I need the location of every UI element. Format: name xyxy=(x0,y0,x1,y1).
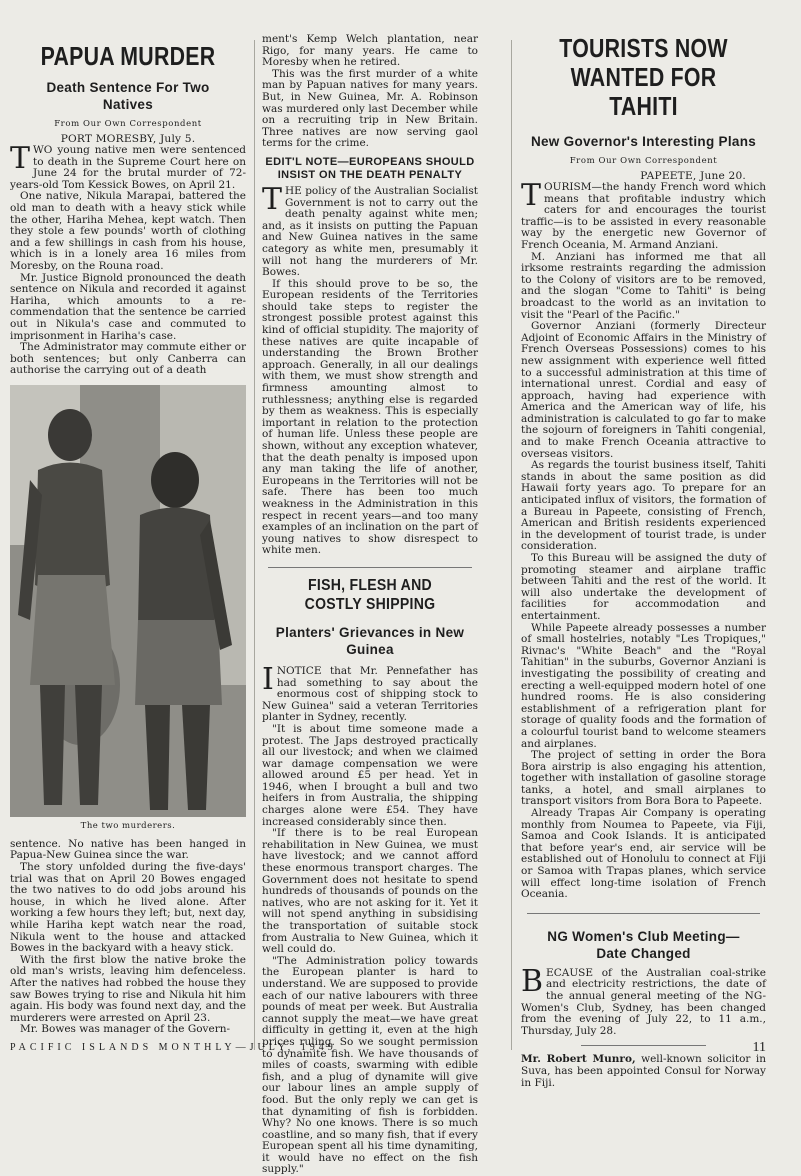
article-paragraph: The Administrator may commute either or both sentences; but only Canberra can authorise the carrying out of a death xyxy=(10,341,246,377)
article-paragraph: One native, Nikula Marapai, battered the old man to death with a heavy stick while the other, Hariha Mehea, kept watch. Then they stole a few pounds' worth of clothing and a few shillings in cash from his house, which is in a lonely area 16 miles from Moresby, on the Rouna road. xyxy=(10,190,246,272)
byline: From Our Own Correspondent xyxy=(54,119,202,129)
editorial-paragraph: If this should prove to be so, the European residents of the Territories should take steps to register the strongest possible protest against this kind of official stupidity. The majority of these natives are quite incapable of understanding the Brown Brother approach. Generally, in all our dealings with them, we must show strength and firmness amounting almost to ruthlessness; anything else is regarded by them as weakness. This is especially important in relation to the protection of human life. Unless these people are shown, without any exception whatever, that the death penalty is imposed upon any man taking the life of another, Europeans in the Territories will not be safe. There has been too much weakness in the Administration in this respect in recent years—and too many examples of an inclination on the part of young natives to show disrespect to white men. xyxy=(262,277,478,557)
subhead-death-sentence: Death Sentence For Two Natives xyxy=(46,80,210,112)
editorial-note-heading: EDIT'L NOTE—EUROPEANS SHOULD INSIST ON THE DEATH PENALTY xyxy=(265,155,475,181)
drop-cap: T xyxy=(262,181,283,217)
article-paragraph: Mr. Bowes was manager of the Govern- xyxy=(20,1023,231,1036)
article-paragraph: M. Anziani has informed me that all irksome restraints regarding the admission to the Colony of visitors are to be removed, and the slogan "Come to Tahiti" is being broadcast to the world as an invitation to visit the "Pearl of the Pacific." xyxy=(521,250,766,321)
article-paragraph: As regards the tourist business itself, Tahiti stands in about the same position as did Hawaii forty years ago. To prepare for an anticipated influx of visitors, the formation of a Bureau in Papeete, consisting of French, American and British residents experienced in the development of tourist trade, is under consideration. xyxy=(521,459,766,553)
footer-publication: PACIFIC ISLANDS MONTHLY—JULY, 1949 xyxy=(10,1042,337,1053)
article-paragraph: Mr. Justice Bignold pronounced the death sentence on Nikula and recorded it against Hariha, which amounts to a re-commendation that the sentence be carried out in Nikula's case and commuted to imprisonment in Hariha's case. xyxy=(10,271,246,342)
article-paragraph: "If there is to be real European rehabilitation in New Guinea, we must have livestock; and we cannot afford these enormous transport charges. The Government does not hesitate to spend hundreds of thousands of pounds on the natives, who are not asking for it. Yet it will not spend anything in subsidising the transportation of suitable stock from Australia to New Guinea, which it well could do. xyxy=(262,827,478,956)
column-rule xyxy=(511,40,512,1050)
article-paragraph: "The Administration policy towards the European planter is hard to understand. We are supposed to provide each of our native labourers with three pounds of meat per week. But Australia cannot supply the meat—we have great difficulty in getting it, even at the high prices ruling. So we sought permission to dynamite fish. We have thousands of miles of coasts, swarming with edible fish, and a plug of dynamite will give our labour lines an ample supply of food. But the only reply we can get is that dynamiting of fish is forbidden. Why? No one knows. There is so much coastline, and so many fish, that if every European spent all his time dynamiting, it would have no effect on the fish supply." xyxy=(262,954,478,1176)
drop-cap: I xyxy=(262,661,274,697)
photo-figures xyxy=(10,385,246,817)
section-divider xyxy=(527,913,760,914)
drop-cap: T xyxy=(10,141,31,176)
article-paragraph: This was the first murder of a white man by Papuan natives for many years. But, in New Guinea, Mr. A. Robinson was murdered only last December while on a recruiting trip in New Britain. Three natives are now serving gaol terms for the crime. xyxy=(262,67,478,150)
headline-tourists-tahiti: TOURISTS NOW WANTED FOR TAHITI xyxy=(559,33,728,121)
dateline: PORT MORESBY, July 5. xyxy=(60,133,196,145)
person-name: Mr. Robert Munro, xyxy=(521,1053,636,1066)
article-paragraph: BECAUSE of the Australian coal-strike and electricity restrictions, the date of the annual general meeting of the NG-Women's Club, Sydney, has been changed from the evening of July 22, to 11 a.m., Thursday, July 28. xyxy=(521,963,766,1037)
article-paragraph: "It is about time someone made a protest. The Japs destroyed practically all our livestock; and when we claimed war damage compensation we were allowed around £5 per head. Yet in 1946, when I brought a bull and two heifers in from Australia, the shipping charges alone were £54. They have increased considerably since then. xyxy=(262,722,478,828)
article-paragraph: TOURISM—the handy French word which means that profitable industry which caters for and encourages the tourist traffic—is to be assisted in every reasonable way by the energetic new Governor of French Oceania, M. Armand Anziani. xyxy=(521,178,766,251)
byline: From Our Own Correspondent xyxy=(569,156,718,166)
subhead-new-governor: New Governor's Interesting Plans xyxy=(530,134,757,149)
article-paragraph: Already Trapas Air Company is operating monthly from Noumea to Papeete, via Fiji, Samoa and Cook Islands. It is anticipated that before year's end, air service will be established out of Honolulu to connect at Fiji or Samoa with Trapas planes, which service will effect long-time isolation of French Oceania. xyxy=(521,807,766,901)
dateline: PAPEETE, June 20. xyxy=(640,170,746,182)
article-paragraph: INOTICE that Mr. Pennefather has had something to say about the enormous cost of shipping stock to New Guinea" said a veteran Territories planter in Sydney, recently. xyxy=(262,661,478,724)
article-paragraph: Governor Anziani (formerly Directeur Adjoint of Economic Affairs in the Ministry of French Overseas Possessions) comes to his new assignment with experience well fitted to a successful administration at this time of international unrest. Cordial and easy of approach, having had experience with America and the American way of life, his administration is calculated to go far to make the sojourn of foreigners in Tahiti congenial, and to make French Oceania attractive to overseas visitors. xyxy=(521,320,766,460)
headline-ng-womens-club: NG Women's Club Meeting— Date Changed xyxy=(547,928,740,961)
photo-two-murderers xyxy=(10,385,246,817)
headline-fish-flesh: FISH, FLESH AND COSTLY SHIPPING xyxy=(304,576,436,613)
article-paragraph: The story unfolded during the five-days' trial was that on April 20 Bowes engaged the two natives to do odd jobs around his house, in which he lived alone. After working a few hours they left; but, next day, while Hariha kept watch near the road, Nikula went to the house and attacked Bowes in the backyard with a heavy stick. xyxy=(10,861,246,955)
page-footer xyxy=(10,1042,766,1062)
column-papua-murder xyxy=(10,34,246,1036)
subhead-planters-grievances: Planters' Grievances in New Guinea xyxy=(275,624,465,657)
page-number: 11 xyxy=(752,1040,766,1055)
news-brief-munro: Mr. Robert Munro, well-known solicitor in Suva, has been appointed Consul for Norway in Fiji. xyxy=(521,1053,767,1089)
column-tahiti xyxy=(521,34,766,1089)
article-paragraph: While Papeete already possesses a number of small hostelries, notably "Les Tropiques," Rivnac's "White Beach" and the "Royal Tahitian" in the suburbs, Governor Anziani is investigating the possibility of creating and erecting a well-equipped modern hotel of one hundred rooms. He is also considering establishment of a refrigeration plant for storage of quality foods and the formation of a colourful tourist band to welcome steamers and airplanes. xyxy=(521,621,766,750)
article-paragraph: The project of setting in order the Bora Bora airstrip is also engaging his attention, together with installation of gasoline storage tanks, a hotel, and small airplanes to transport visitors from Bora Bora to Papeete. xyxy=(521,749,766,808)
drop-cap: T xyxy=(521,178,542,213)
section-divider xyxy=(268,567,472,568)
headline-papua-murder: PAPUA MURDER xyxy=(40,41,216,71)
photo-caption: The two murderers. xyxy=(80,820,176,831)
article-paragraph: To this Bureau will be assigned the duty of promoting steamer and airplane traffic between Tahiti and the rest of the world. It will also undertake the development of facilities for accommodation and entertainment. xyxy=(521,552,766,622)
drop-cap: B xyxy=(521,963,544,999)
article-paragraph: ment's Kemp Welch plantation, near Rigo, for many years. He came to Moresby when he retired. xyxy=(262,33,478,69)
article-paragraph: sentence. No native has been hanged in Papua-New Guinea since the war. xyxy=(10,837,246,862)
column-rule xyxy=(254,40,255,1050)
column-middle xyxy=(262,34,478,1176)
editorial-paragraph: THE policy of the Australian Socialist Government is not to carry out the death penalty against white men; and, as it insists on putting the Papuan and New Guinea natives in the same category as white men, presumably it will not hang the murderers of Mr. Bowes. xyxy=(262,181,478,279)
article-paragraph: TWO young native men were sentenced to death in the Supreme Court here on June 24 for the brutal murder of 72-years-old Tom Kessick Bowes, on April 21. xyxy=(10,141,246,191)
article-paragraph: With the first blow the native broke the old man's wrists, leaving him defenceless. After the natives had robbed the house they saw Bowes trying to rise and Nikula hit him again. His body was found next day, and the murderers were arrested on April 23. xyxy=(10,953,246,1024)
